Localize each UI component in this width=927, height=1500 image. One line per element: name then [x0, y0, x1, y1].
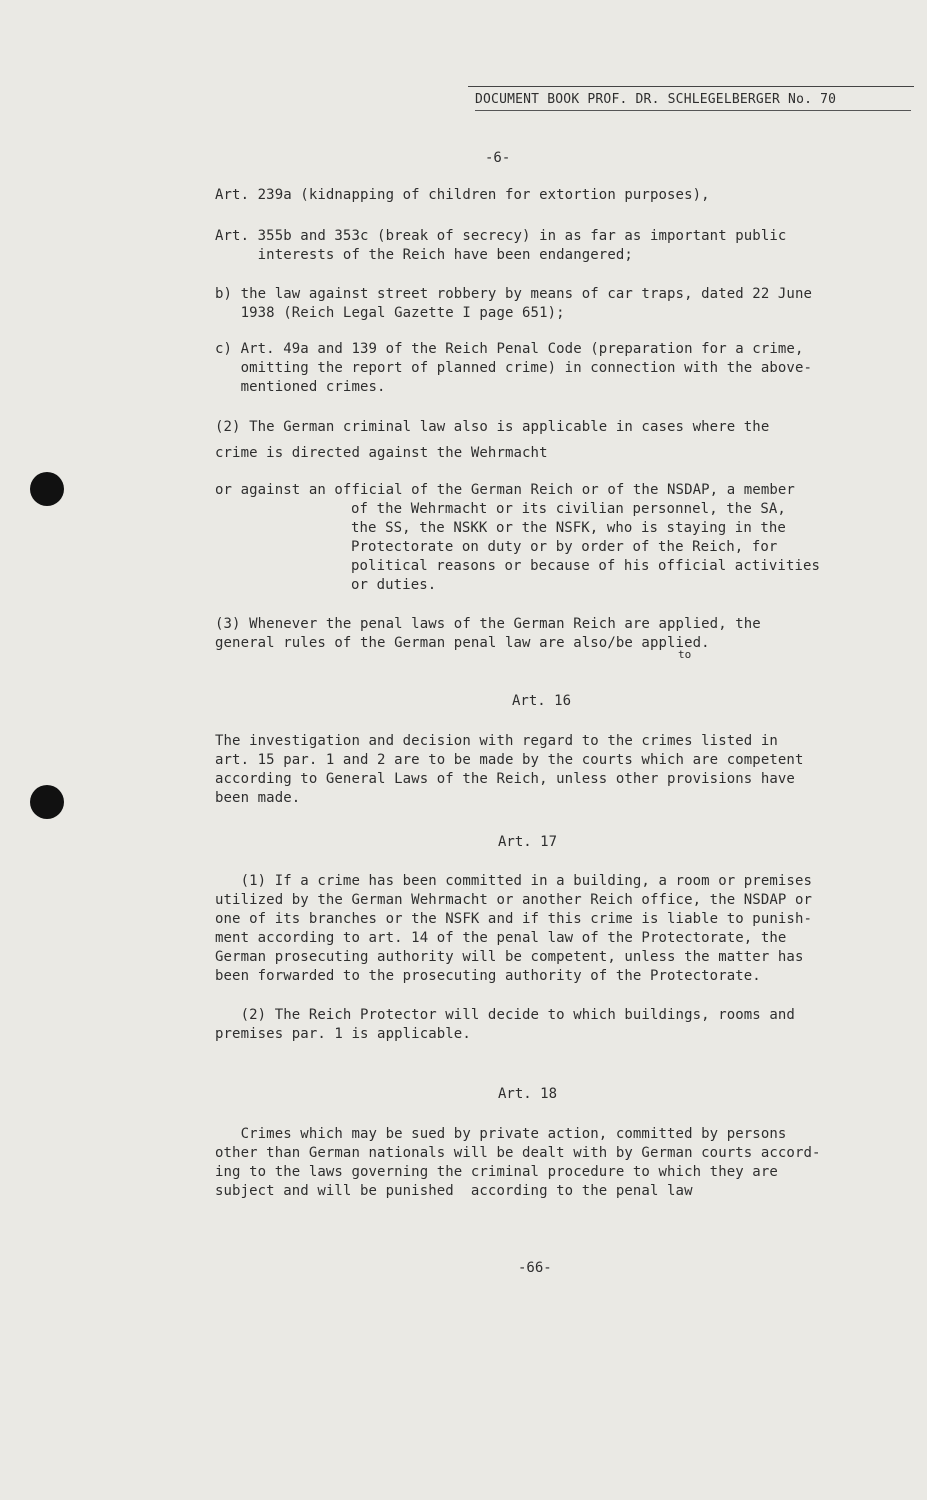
- page-number-top: -6-: [485, 150, 511, 166]
- page-number-bottom: -66-: [518, 1260, 552, 1276]
- text-line: Art. 355b and 353c (break of secrecy) in as far as important public: [215, 228, 787, 244]
- art-17-paragraph-2: [215, 1006, 795, 1044]
- text-line: b) the law against street robbery by means of car traps, dated 22 June: [215, 286, 813, 302]
- text-line: of the Wehrmacht or its civilian personnel, the SA,: [351, 501, 786, 517]
- text-line: other than German nationals will be dealt with by German courts accord-: [215, 1145, 821, 1161]
- header-top-rule: [468, 86, 914, 87]
- paragraph-2b-first: [215, 481, 795, 500]
- punch-hole-lower: [30, 785, 64, 819]
- text-line: mentioned crimes.: [215, 379, 386, 395]
- art-18-text: [215, 1125, 821, 1201]
- text-line: ment according to art. 14 of the penal law of the Protectorate, the: [215, 930, 787, 946]
- art-18-title: Art. 18: [498, 1086, 558, 1102]
- text-line: c) Art. 49a and 139 of the Reich Penal Code (preparation for a crime,: [215, 341, 804, 357]
- text-line: been forwarded to the prosecuting authority of the Protectorate.: [215, 968, 761, 984]
- text-line: political reasons or because of his official activities: [351, 558, 821, 574]
- header-underline: [475, 110, 911, 111]
- text-line: utilized by the German Wehrmacht or another Reich office, the NSDAP or: [215, 892, 813, 908]
- paragraph-2b-indented: [351, 500, 820, 595]
- text-line: (3) Whenever the penal laws of the German Reich are applied, the: [215, 616, 761, 632]
- text-line: according to General Laws of the Reich, unless other provisions have: [215, 771, 795, 787]
- text-line: art. 15 par. 1 and 2 are to be made by the courts which are competent: [215, 752, 804, 768]
- text-line: German prosecuting authority will be competent, unless the matter has: [215, 949, 804, 965]
- handwritten-insert: to: [678, 648, 692, 661]
- text-line: one of its branches or the NSFK and if this crime is liable to punish-: [215, 911, 813, 927]
- item-c-paragraph: [215, 340, 812, 397]
- text-line: premises par. 1 is applicable.: [215, 1026, 471, 1042]
- text-line: the SS, the NSKK or the NSFK, who is staying in the: [351, 520, 786, 536]
- text-line: (1) If a crime has been committed in a building, a room or premises: [215, 873, 813, 889]
- text-line: been made.: [215, 790, 301, 806]
- text-line: crime is directed against the Wehrmacht: [215, 445, 548, 461]
- text-line: or against an official of the German Reich or of the NSDAP, a member: [215, 482, 795, 498]
- text-line: subject and will be punished according to the penal law: [215, 1183, 693, 1199]
- text-line: interests of the Reich have been endangered;: [215, 247, 633, 263]
- text-line: Art. 239a (kidnapping of children for extortion purposes),: [215, 187, 710, 203]
- text-line: (2) The German criminal law also is applicable in cases where the: [215, 419, 770, 435]
- art-355b-paragraph: [215, 227, 786, 265]
- paragraph-2: [215, 418, 769, 463]
- text-line: Protectorate on duty or by order of the Reich, for: [351, 539, 778, 555]
- art-17-paragraph-1: [215, 872, 812, 986]
- text-line: (2) The Reich Protector will decide to which buildings, rooms and: [215, 1007, 795, 1023]
- text-line: ing to the laws governing the criminal procedure to which they are: [215, 1164, 778, 1180]
- punch-hole-upper: [30, 472, 64, 506]
- text-line: The investigation and decision with regard to the crimes listed in: [215, 733, 778, 749]
- text-line: Crimes which may be sued by private action, committed by persons: [215, 1126, 787, 1142]
- art-16-title: Art. 16: [512, 693, 572, 709]
- text-line: omitting the report of planned crime) in connection with the above-: [215, 360, 813, 376]
- document-reference: DOCUMENT BOOK PROF. DR. SCHLEGELBERGER No. 70: [475, 92, 837, 107]
- text-line: or duties.: [351, 577, 437, 593]
- art-16-text: [215, 732, 803, 808]
- text-line: 1938 (Reich Legal Gazette I page 651);: [215, 305, 565, 321]
- text-line: general rules of the German penal law are also/be applied.: [215, 635, 710, 651]
- art-239a-line: [215, 186, 710, 205]
- art-17-title: Art. 17: [498, 834, 558, 850]
- item-b-paragraph: [215, 285, 812, 323]
